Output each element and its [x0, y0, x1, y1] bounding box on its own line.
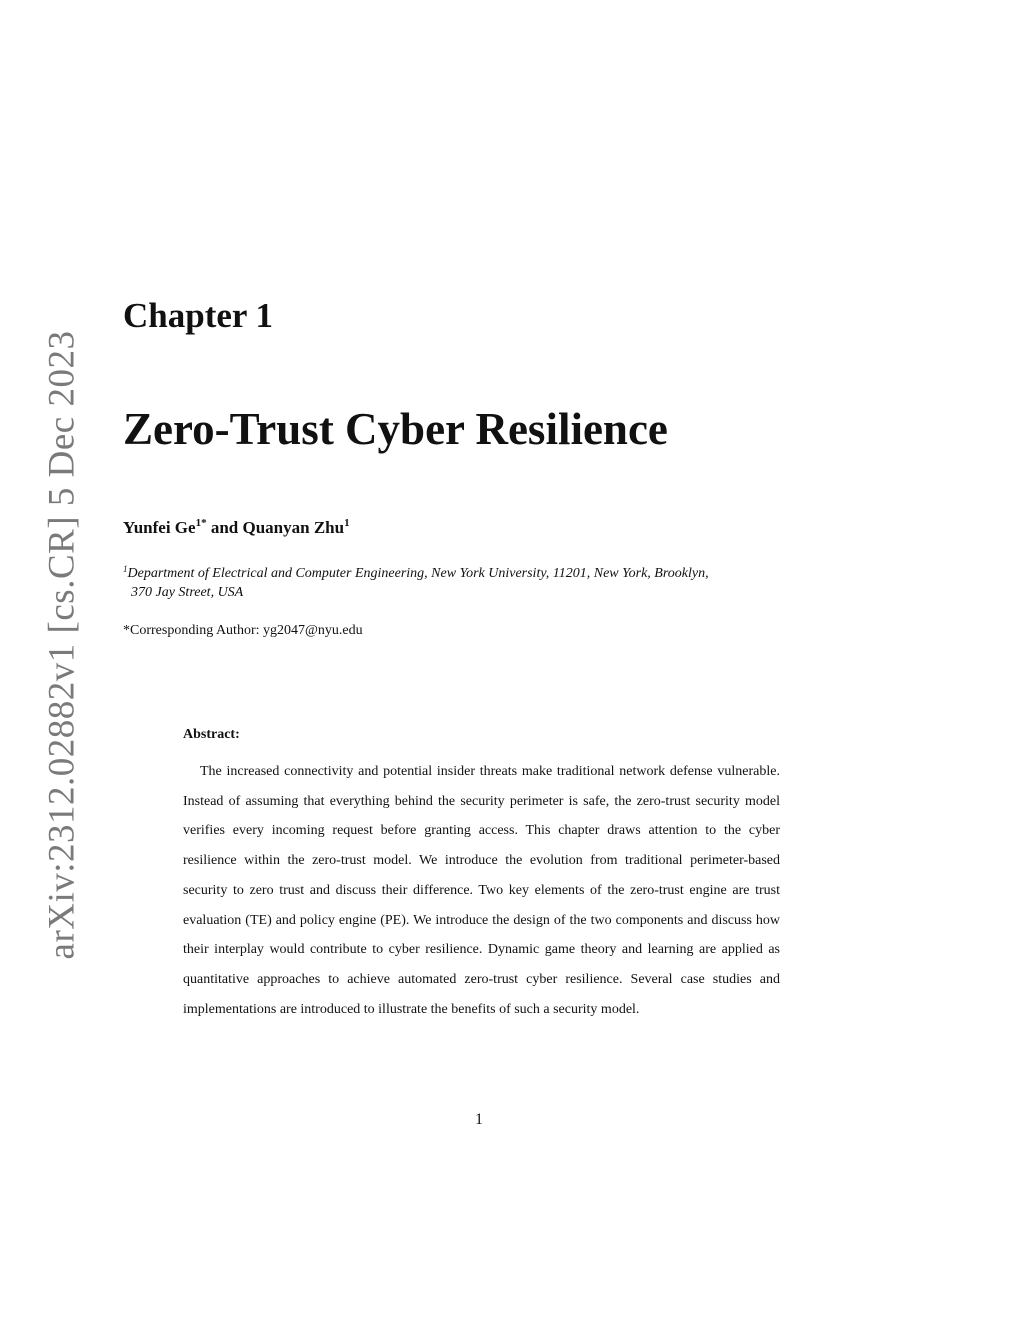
chapter-label: Chapter 1 — [123, 296, 274, 335]
affiliation-line: Department of Electrical and Computer Engineering, New York University, 11201, New York, Brooklyn, — [127, 566, 709, 581]
author-affiliation-mark: 1* — [195, 517, 207, 529]
abstract-body: The increased connectivity and potential insider threats make traditional network defense vulnerable. Instead of assuming that everything behind the security perimeter is safe, the zero-trust security model verifies every incoming request before granting access. This chapter draws attention to the cyber resilience within the zero-trust model. We introduce the evolution from traditional perimeter-based security to zero trust and discuss their difference. Two key elements of the zero-trust engine are trust evaluation (TE) and policy engine (PE). We introduce the design of the two components and discuss how their interplay would contribute to cyber resilience. Dynamic game theory and learning are applied as quantitative approaches to achieve automated zero-trust cyber resilience. Several case studies and implementations are introduced to illustrate the benefits of such a security model. — [183, 764, 780, 1017]
corresponding-author: *Corresponding Author: yg2047@nyu.edu — [123, 623, 363, 638]
author-affiliation-mark: 1 — [344, 517, 350, 529]
page-number: 1 — [475, 1111, 483, 1128]
affiliation-line: 370 Jay Street, USA — [131, 585, 244, 600]
arxiv-identifier-stamp: arXiv:2312.02882v1 [cs.CR] 5 Dec 2023 — [41, 330, 83, 960]
author-line — [123, 517, 350, 538]
affiliation-mark: 1 — [123, 564, 128, 574]
author-name: Yunfei Ge — [123, 518, 196, 537]
author-name: Quanyan Zhu — [242, 518, 345, 537]
affiliation — [123, 560, 843, 602]
paper-title: Zero-Trust Cyber Resilience — [123, 404, 668, 454]
author-conjunction: and — [210, 518, 239, 537]
abstract-heading: Abstract: — [183, 727, 240, 742]
